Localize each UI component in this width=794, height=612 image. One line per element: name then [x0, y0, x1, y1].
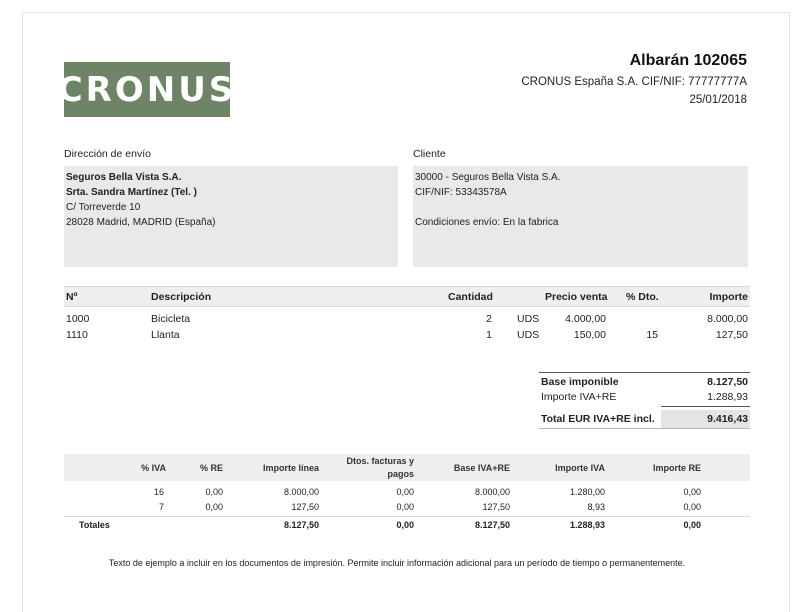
customer-box — [413, 166, 748, 267]
vat-header-line-amount: Importe línea — [262, 463, 319, 473]
vat-header-re-amount: Importe RE — [652, 463, 701, 473]
base-label: Base imponible — [541, 376, 619, 388]
company-logo — [57, 62, 237, 117]
customer-label: Cliente — [413, 148, 446, 160]
row-description: Bicicleta — [151, 313, 191, 325]
totals-bottom-rule — [539, 428, 750, 429]
header-no: Nº — [66, 291, 78, 303]
customer-vat-id: CIF/NIF: 53343578A — [415, 187, 507, 198]
vat-row-re-amount: 0,00 — [683, 502, 701, 512]
row-description: Llanta — [151, 329, 180, 341]
vat-header-pct: % IVA — [141, 463, 166, 473]
shipping-conditions: Condiciones envío: En la fabrica — [415, 217, 559, 228]
footer-text: Texto de ejemplo a incluir en los documentos de impresión. Permite incluir información adicional para un período de tiempo o permanentemente. — [108, 558, 686, 568]
vat-row-line-amount: 127,50 — [291, 502, 319, 512]
row-amount: 127,50 — [715, 329, 748, 341]
tax-rule — [661, 406, 750, 407]
header-amount: Importe — [709, 291, 748, 303]
row-no: 1000 — [66, 313, 90, 325]
header-description: Descripción — [151, 291, 212, 303]
document-title: Albarán 102065 — [629, 52, 747, 69]
row-no: 1110 — [66, 329, 88, 341]
vat-totals-rule — [64, 516, 750, 517]
logo-text: CRONUS — [57, 69, 237, 110]
shipping-address-box — [64, 166, 398, 267]
customer-name: 30000 - Seguros Bella Vista S.A. — [415, 172, 561, 183]
vat-row-discounts: 0,00 — [396, 487, 414, 497]
shipping-name: Seguros Bella Vista S.A. — [66, 172, 182, 183]
document-date: 25/01/2018 — [689, 94, 747, 106]
vat-totals-discounts: 0,00 — [396, 520, 414, 530]
vat-totals-base: 8.127,50 — [474, 520, 510, 530]
vat-totals-label: Totales — [79, 520, 110, 530]
row-unit: UDS — [517, 313, 540, 325]
vat-header-re-pct: % RE — [199, 463, 223, 473]
vat-row-base: 8.000,00 — [474, 487, 510, 497]
header-quantity: Cantidad — [448, 291, 493, 303]
vat-row-vat-amount: 1.280,00 — [569, 487, 605, 497]
vat-row-vat-amount: 8,93 — [587, 502, 605, 512]
shipping-street: C/ Torreverde 10 — [66, 202, 141, 213]
totals-top-rule — [539, 372, 750, 373]
vat-header-discounts-1: Dtos. facturas y — [346, 456, 414, 466]
company-info: CRONUS España S.A. CIF/NIF: 77777777A — [521, 76, 747, 88]
vat-row-discounts: 0,00 — [396, 502, 414, 512]
vat-totals-vat-amount: 1.288,93 — [569, 520, 605, 530]
row-price: 4.000,00 — [565, 313, 606, 325]
vat-table-header — [64, 454, 750, 481]
vat-header-base: Base IVA+RE — [453, 463, 510, 473]
shipping-contact: Srta. Sandra Martínez (Tel. ) — [66, 187, 197, 198]
row-quantity: 1 — [486, 329, 492, 341]
grand-total-value: 9.416,43 — [707, 413, 748, 425]
header-discount: % Dto. — [626, 291, 659, 303]
vat-totals-line-amount: 8.127,50 — [283, 520, 319, 530]
vat-row-re-pct: 0,00 — [205, 502, 223, 512]
vat-row-pct: 16 — [153, 487, 164, 497]
header-price: Precio venta — [545, 291, 608, 303]
vat-row-re-pct: 0,00 — [205, 487, 223, 497]
row-amount: 8.000,00 — [707, 313, 748, 325]
row-unit: UDS — [517, 329, 540, 341]
base-value: 8.127,50 — [707, 376, 748, 388]
vat-header-discounts-2: pagos — [387, 469, 414, 479]
shipping-city: 28028 Madrid, MADRID (España) — [66, 217, 216, 228]
vat-header-vat-amount: Importe IVA — [555, 463, 605, 473]
row-quantity: 2 — [486, 313, 492, 325]
row-discount: 15 — [646, 329, 658, 341]
vat-row-line-amount: 8.000,00 — [283, 487, 319, 497]
tax-label: Importe IVA+RE — [541, 391, 617, 403]
lines-table-header — [64, 286, 750, 307]
shipping-label: Dirección de envío — [64, 148, 151, 160]
vat-row-pct: 7 — [158, 502, 164, 512]
vat-row-base: 127,50 — [482, 502, 510, 512]
grand-total-label: Total EUR IVA+RE incl. — [541, 413, 655, 425]
vat-row-re-amount: 0,00 — [683, 487, 701, 497]
vat-totals-re-amount: 0,00 — [683, 520, 701, 530]
row-price: 150,00 — [573, 329, 606, 341]
tax-value: 1.288,93 — [707, 391, 748, 403]
